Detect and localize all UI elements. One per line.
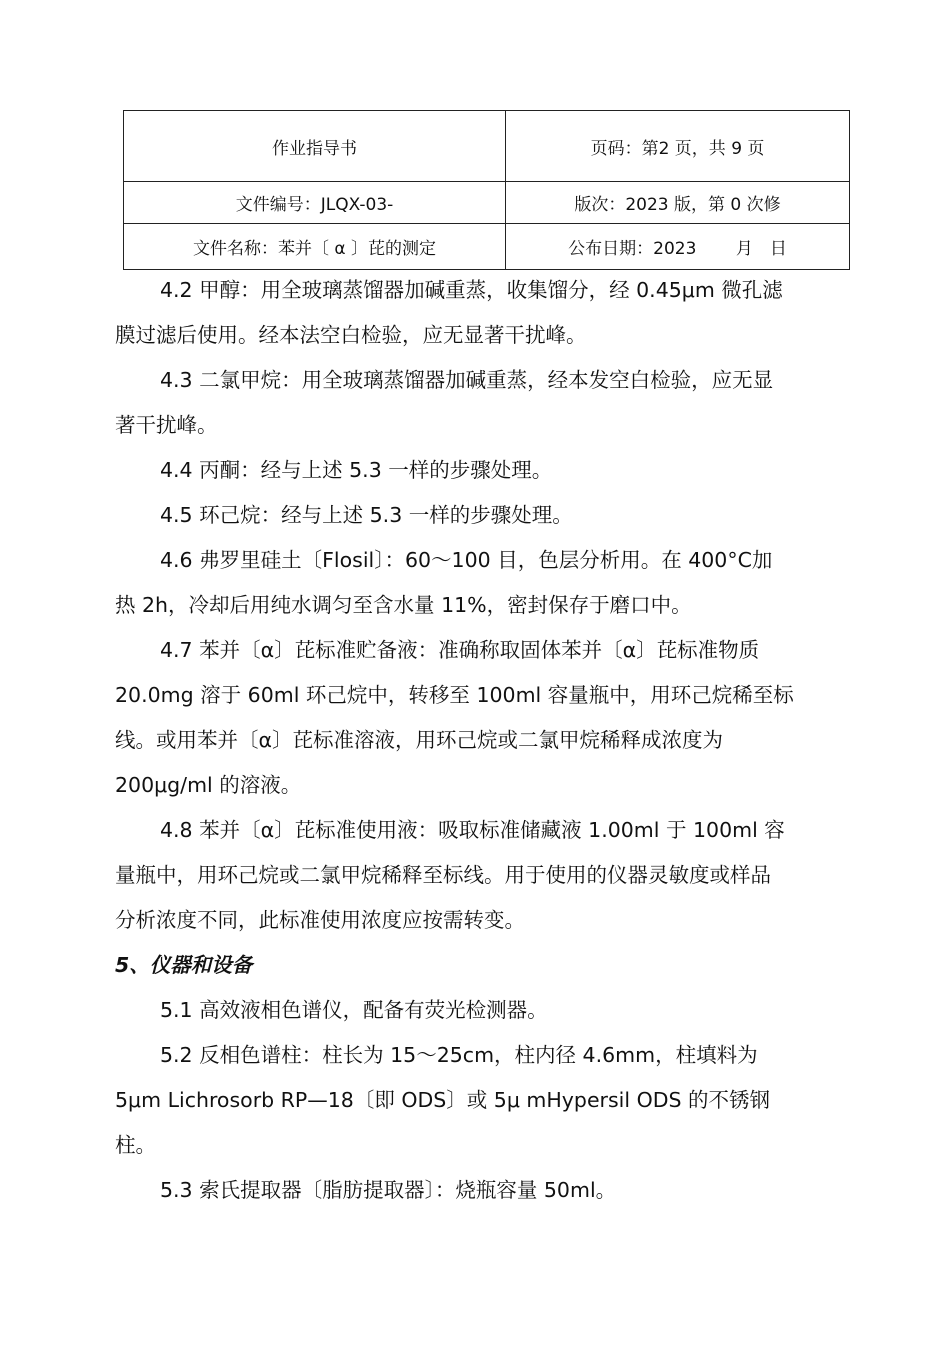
- doc-title: 作业指导书: [124, 111, 506, 182]
- text-line: 膜过滤后使用。经本法空白检验，应无显著干扰峰。: [115, 323, 587, 347]
- text-line: 分析浓度不同，此标准使用浓度应按需转变。: [115, 908, 525, 932]
- document-header-table: [123, 110, 850, 270]
- text-line: 线。或用苯并〔α〕芘标准溶液，用环己烷或二氯甲烷稀释成浓度为: [115, 728, 724, 752]
- text-line: 200μg/ml 的溶液。: [115, 773, 302, 797]
- text-line: 4.8 苯并〔α〕芘标准使用液：吸取标准储藏液 1.00ml 于 100ml 容: [160, 818, 785, 842]
- doc-number: 文件编号：JLQX-03-: [124, 182, 506, 224]
- text-line: 5μm Lichrosorb RP—18〔即 ODS〕或 5μ mHypersil ODS 的不锈钢: [115, 1088, 771, 1112]
- doc-version: 版次：2023 版，第 0 次修: [506, 182, 850, 224]
- text-line: 4.5 环己烷：经与上述 5.3 一样的步骤处理。: [160, 503, 573, 527]
- publish-date: 公布日期：2023 月 日: [506, 224, 850, 270]
- text-line: 热 2h，冷却后用纯水调匀至含水量 11%，密封保存于磨口中。: [115, 593, 692, 617]
- document-body: [115, 268, 840, 1213]
- text-line: 柱。: [115, 1133, 156, 1157]
- text-line: 著干扰峰。: [115, 413, 218, 437]
- text-line: 4.3 二氯甲烷：用全玻璃蒸馏器加碱重蒸，经本发空白检验，应无显: [160, 368, 774, 392]
- text-line: 4.7 苯并〔α〕芘标准贮备液：准确称取固体苯并〔α〕芘标准物质: [160, 638, 760, 662]
- text-line: 5.1 高效液相色谱仪，配备有荧光检测器。: [160, 998, 548, 1022]
- page-info: 页码：第2 页，共 9 页: [506, 111, 850, 182]
- text-line: 5.3 索氏提取器〔脂肪提取器〕：烧瓶容量 50ml。: [160, 1178, 617, 1202]
- text-line: 量瓶中，用环己烷或二氯甲烷稀释至标线。用于使用的仪器灵敏度或样品: [115, 863, 771, 887]
- text-line: 5.2 反相色谱柱：柱长为 15～25cm，柱内径 4.6mm，柱填料为: [160, 1043, 758, 1067]
- text-line: 4.6 弗罗里硅土〔Flosil〕：60～100 目，色层分析用。在 400°C加: [160, 548, 773, 572]
- text-line: 4.4 丙酮：经与上述 5.3 一样的步骤处理。: [160, 458, 553, 482]
- text-line: 4.2 甲醇：用全玻璃蒸馏器加碱重蒸，收集馏分，经 0.45μm 微孔滤: [160, 278, 783, 302]
- text-line: 20.0mg 溶于 60ml 环己烷中，转移至 100ml 容量瓶中，用环己烷稀至标: [115, 683, 794, 707]
- doc-name: 文件名称：苯并〔 α 〕芘的测定: [124, 224, 506, 270]
- section-heading: 5、仪器和设备: [115, 953, 253, 977]
